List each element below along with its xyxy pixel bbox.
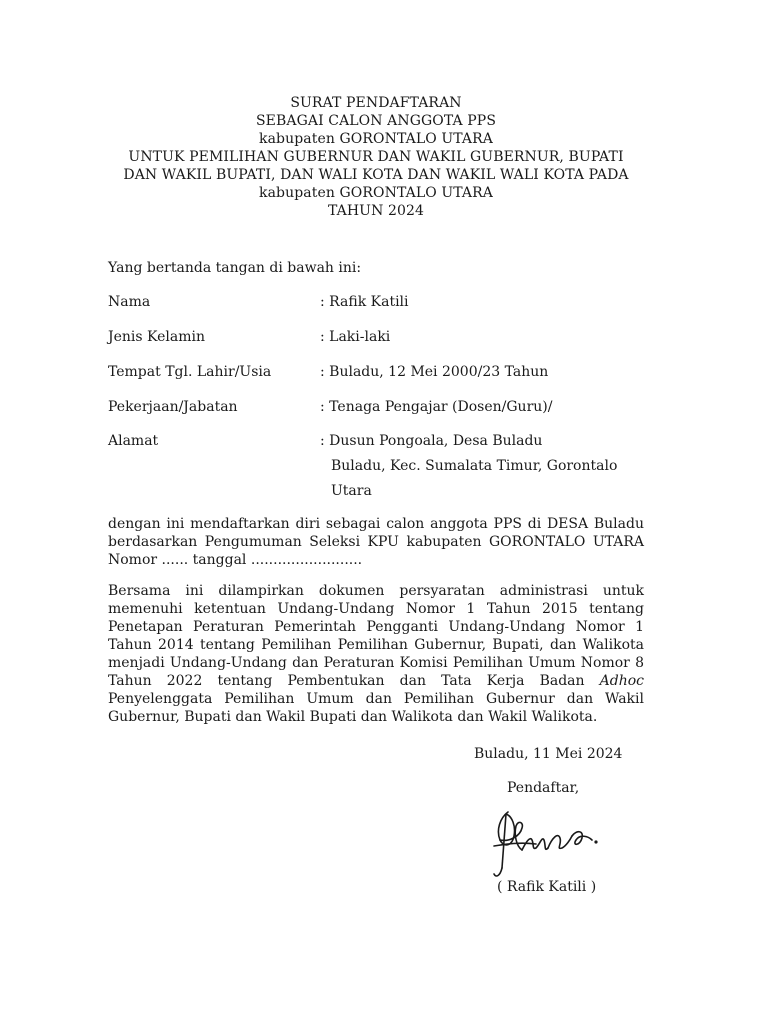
- adhoc-italic-text: Adhoc: [599, 673, 644, 689]
- paragraph1-line-2: berdasarkan Pengumuman Seleksi KPU kabupaten GORONTALO UTARA: [108, 534, 644, 550]
- attachment-paragraph: [108, 582, 644, 726]
- paragraph2-line-6-text: Tahun 2022 tentang Pembentukan dan Tata Kerja Badan: [108, 673, 600, 689]
- paragraph2-line-5: menjadi Undang-Undang dan Peraturan Komisi Pemilihan Umum Nomor 8: [108, 655, 644, 671]
- heading-line-6: kabupaten GORONTALO UTARA: [259, 185, 493, 201]
- field-value-alamat-cont-1: Buladu, Kec. Sumalata Timur, Gorontalo: [331, 458, 618, 474]
- field-label-pekerjaan: Pekerjaan/Jabatan: [108, 399, 238, 415]
- field-value-nama: : Rafik Katili: [320, 294, 409, 310]
- field-label-alamat: Alamat: [108, 433, 159, 449]
- intro-text: Yang bertanda tangan di bawah ini:: [108, 260, 362, 276]
- signer-name: ( Rafik Katili ): [497, 879, 597, 895]
- heading-line-3: kabupaten GORONTALO UTARA: [259, 131, 493, 147]
- field-label-ttl: Tempat Tgl. Lahir/Usia: [108, 364, 272, 380]
- heading-line-5: DAN WAKIL BUPATI, DAN WALI KOTA DAN WAKIL WALI KOTA PADA: [123, 167, 629, 183]
- paragraph2-line-4: Tahun 2014 tentang Pemilihan Pemilihan Gubernur, Bupati, dan Walikota: [108, 637, 644, 653]
- field-value-pekerjaan: : Tenaga Pengajar (Dosen/Guru)/: [320, 399, 553, 415]
- heading-line-4: UNTUK PEMILIHAN GUBERNUR DAN WAKIL GUBERNUR, BUPATI: [128, 149, 624, 165]
- field-value-alamat: : Dusun Pongoala, Desa Buladu: [320, 433, 543, 449]
- paragraph2-line-7: Penyelenggata Pemilihan Umum dan Pemilihan Gubernur dan Wakil: [108, 691, 644, 707]
- heading-line-2: SEBAGAI CALON ANGGOTA PPS: [255, 113, 497, 129]
- field-value-jenis-kelamin: : Laki-laki: [320, 329, 391, 345]
- paragraph1-line-1: dengan ini mendaftarkan diri sebagai calon anggota PPS di DESA Buladu: [108, 516, 644, 532]
- paragraph2-line-6: [108, 672, 644, 690]
- signer-role: Pendaftar,: [507, 780, 580, 796]
- paragraph1-line-3: Nomor ...... tanggal .........................: [108, 552, 363, 568]
- heading-line-1: SURAT PENDAFTARAN: [290, 95, 462, 111]
- registration-paragraph: [108, 515, 644, 569]
- paragraph2-line-3: Penetapan Peraturan Pemerintah Pengganti Undang-Undang Nomor 1: [108, 619, 644, 635]
- heading-line-7: TAHUN 2024: [327, 203, 425, 219]
- field-value-alamat-cont-2: Utara: [331, 483, 372, 499]
- field-value-ttl: : Buladu, 12 Mei 2000/23 Tahun: [320, 364, 549, 380]
- document-heading: [0, 94, 752, 220]
- field-label-nama: Nama: [108, 294, 151, 310]
- field-label-jenis-kelamin: Jenis Kelamin: [108, 329, 205, 345]
- paragraph2-line-1: Bersama ini dilampirkan dokumen persyaratan administrasi untuk: [108, 583, 644, 599]
- paragraph2-line-8: Gubernur, Bupati dan Wakil Bupati dan Walikota dan Wakil Walikota.: [108, 709, 598, 725]
- paragraph2-line-2: memenuhi ketentuan Undang-Undang Nomor 1 Tahun 2015 tentang: [108, 601, 644, 617]
- place-date: Buladu, 11 Mei 2024: [474, 746, 623, 762]
- handwritten-signature: [486, 806, 616, 882]
